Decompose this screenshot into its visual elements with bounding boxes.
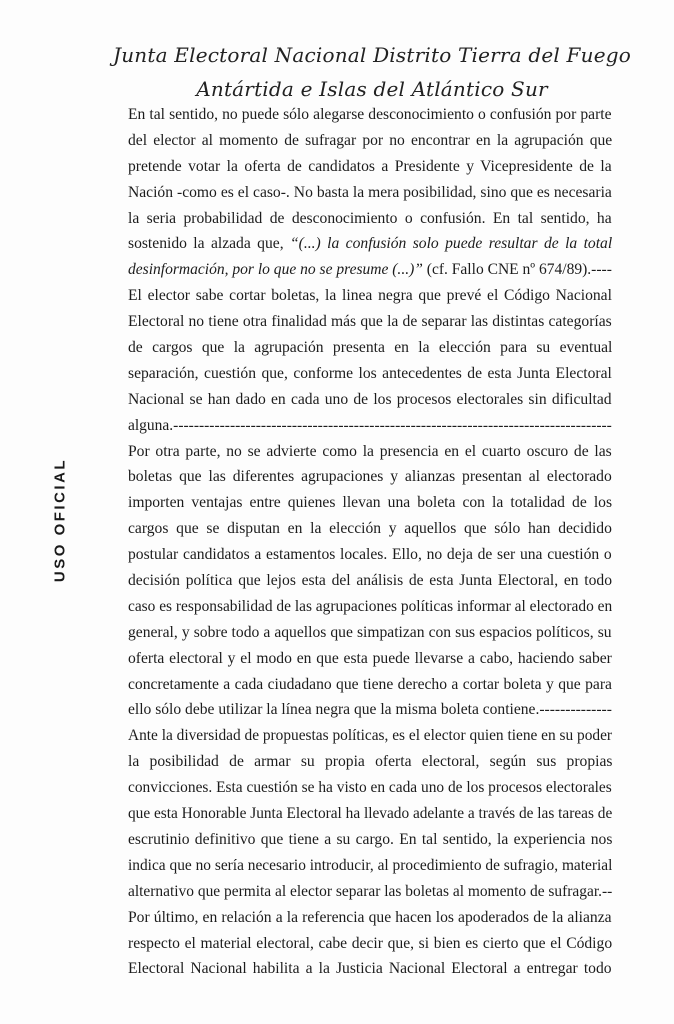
text-line [128,257,612,283]
text-line-content: ello sólo debe utilizar la línea negra que la misma boleta contiene.-------------- [128,701,612,719]
citation-text: (cf. Fallo CNE nº 674/89).---- [422,261,612,279]
text-line [128,749,612,775]
text-line [128,697,612,723]
text-line [128,775,612,801]
text-line-content: postular candidatos a estamentos locales. Ello, no deja de ser una cuestión o [128,546,612,564]
uso-oficial-stamp: USO OFICIAL [51,457,69,583]
text-line [128,672,612,698]
text-line-content: convicciones. Esta cuestión se ha visto en cada uno de los procesos electorales [128,779,612,797]
text-line-content: indica que no sería necesario introducir, al procedimiento de sufragio, material [128,856,612,874]
text-line-content: importen ventajas entre quienes llevan una boleta con la totalidad de los [128,494,612,512]
quoted-text: desinformación, por lo que no se presume (...)” [128,261,423,279]
text-line [128,464,612,490]
text-line [128,102,612,128]
text-line [128,853,612,879]
text-line-content: alternativo que permita al elector separar las boletas al momento de sufragar.-- [128,882,612,900]
text-line-content: oferta electoral y el modo en que esta puede llevarse a cabo, haciendo saber [128,649,612,667]
letterhead [0,38,674,106]
text-line-content: Electoral Nacional habilita a la Justicia Nacional Electoral a entregar todo [128,960,612,978]
text-line [128,206,612,232]
text-line [128,283,612,309]
text-line-content: boletas que las diferentes agrupaciones y alianzas presentan al electorado [128,468,612,486]
text-line-content: Electoral no tiene otra finalidad más que la de separar las distintas categorías [128,313,612,331]
text-line [128,801,612,827]
text-line-content: Ante la diversidad de propuestas políticas, es el elector quien tiene en su poder [128,727,612,745]
text-line [128,542,612,568]
text-line-content: la posibilidad de armar su propia oferta electoral, según sus propias [128,753,612,771]
text-line-content: En tal sentido, no puede sólo alegarse desconocimiento o confusión por parte [128,106,612,123]
text-line [128,128,612,154]
text-line-content: Nación -como es el caso-. No basta la mera posibilidad, sino que es necesaria [128,183,612,201]
text-line [128,231,612,257]
text-line-content: decisión política que lejos esta del análisis de esta Junta Electoral, en todo [128,572,612,590]
text-line-content: de cargos que la agrupación presenta en la elección para su eventual [128,339,612,357]
text-line [128,879,612,905]
text-line [128,620,612,646]
text-line-content: Por otra parte, no se advierte como la presencia en el cuarto oscuro de las [128,442,612,460]
text-line [128,905,612,931]
text-line [128,387,612,413]
text-line-content: cargos que se disputan en la elección y aquellos que sólo han decidido [128,520,612,538]
text-line [128,335,612,361]
text-line [128,827,612,853]
text-line [128,180,612,206]
text-line [128,413,612,439]
text-line-content: que esta Honorable Junta Electoral ha llevado adelante a través de las tareas de [128,805,612,823]
text-line-content: alguna.------------------------------------------------------------------------------------- [128,416,612,434]
text-line-content: concretamente a cada ciudadano que tiene derecho a cortar boleta y que para [128,675,612,693]
quoted-text: “(...) la confusión solo puede resultar de la total [290,235,612,253]
document-body [128,102,612,982]
text-line [128,646,612,672]
text-line [128,516,612,542]
text-line [128,490,612,516]
letterhead-line-1: Junta Electoral Nacional Distrito Tierra del Fuego [113,43,631,67]
text-line [128,439,612,465]
text-line-content: del elector al momento de sufragar por no encontrar en la agrupación que [128,131,612,149]
text-line-content: caso es responsabilidad de las agrupaciones políticas informar al electorado en [128,597,612,615]
text-line [128,723,612,749]
text-line [128,956,612,982]
text-line-content: El elector sabe cortar boletas, la linea negra que prevé el Código Nacional [128,287,612,305]
text-line [128,931,612,957]
text-line-content: Por último, en relación a la referencia que hacen los apoderados de la alianza [128,908,612,926]
text-line [128,568,612,594]
text-line-content: Nacional se han dado en cada uno de los procesos electorales sin dificultad [128,390,612,408]
text-line-content: general, y sobre todo a aquellos que simpatizan con sus espacios políticos, su [128,623,612,641]
text-line [128,594,612,620]
text-line [128,309,612,335]
text-line-content: pretende votar la oferta de candidatos a Presidente y Vicepresidente de la [128,157,612,175]
text-line [128,154,612,180]
text-line-content: separación, cuestión que, conforme los antecedentes de esta Junta Electoral [128,364,612,382]
text-line [128,361,612,387]
text-line-content: respecto el material electoral, cabe decir que, si bien es cierto que el Código [128,934,612,952]
text-line-content: la seria probabilidad de desconocimiento o confusión. En tal sentido, ha [128,209,612,227]
text-line-content: escrutinio definitivo que tiene a su cargo. En tal sentido, la experiencia nos [128,830,612,848]
letterhead-line-2: Antártida e Islas del Atlántico Sur [196,77,548,101]
text-line-content: sostenido la alzada que, [128,235,290,253]
